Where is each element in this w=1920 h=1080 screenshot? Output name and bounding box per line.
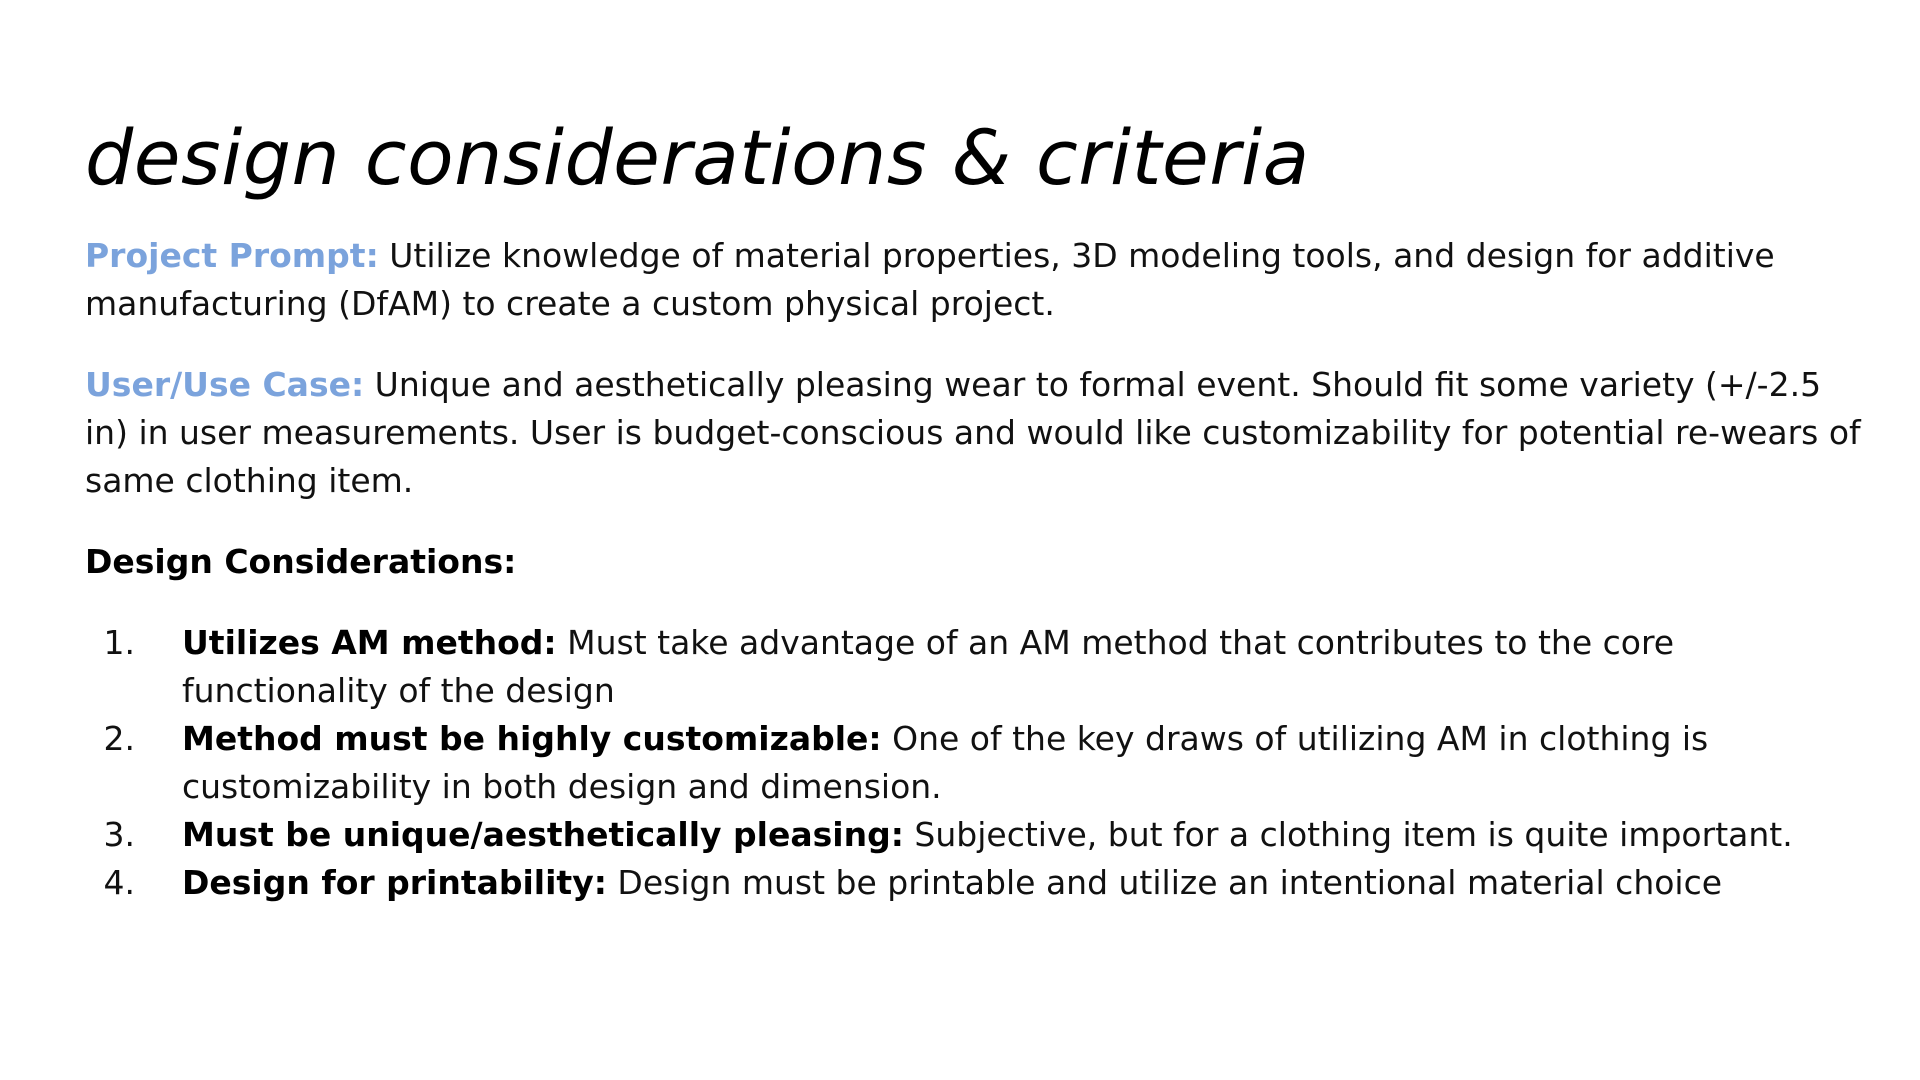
criteria-number: 3. xyxy=(103,815,135,854)
criteria-item xyxy=(85,811,1865,859)
use-case-text: Unique and aesthetically pleasing wear to formal event. Should fit some variety (+/-2.5 in) in user measurements. User is budget-conscious and would like customizability for potential re-wears of same clothing item. xyxy=(85,365,1861,500)
criteria-text: Design must be printable and utilize an intentional material choice xyxy=(617,863,1723,902)
criteria-text: One of the key draws of utilizing AM in clothing is customizability in both design and dimension. xyxy=(182,719,1709,806)
criteria-number: 2. xyxy=(103,719,135,758)
project-prompt-paragraph xyxy=(85,232,1865,328)
criteria-item xyxy=(85,619,1865,715)
design-considerations-heading: Design Considerations: xyxy=(85,542,517,581)
criteria-item xyxy=(85,715,1865,811)
criteria-title: Method must be highly customizable: xyxy=(182,719,882,758)
criteria-list xyxy=(85,619,1865,907)
criteria-text: Must take advantage of an AM method that contributes to the core functionality of the design xyxy=(182,623,1675,710)
use-case-label: User/Use Case: xyxy=(85,365,365,404)
criteria-title: Must be unique/aesthetically pleasing: xyxy=(182,815,904,854)
criteria-title: Utilizes AM method: xyxy=(182,623,557,662)
use-case-paragraph xyxy=(85,361,1865,505)
project-prompt-text: Utilize knowledge of material properties, 3D modeling tools, and design for additive manufacturing (DfAM) to create a custom physical project. xyxy=(85,236,1775,323)
project-prompt-label: Project Prompt: xyxy=(85,236,379,275)
slide-content xyxy=(85,232,1865,907)
slide-title: design considerations & criteria xyxy=(85,113,1310,202)
criteria-number: 1. xyxy=(103,623,135,662)
criteria-text: Subjective, but for a clothing item is quite important. xyxy=(914,815,1793,854)
criteria-number: 4. xyxy=(103,863,135,902)
criteria-item xyxy=(85,859,1865,907)
criteria-title: Design for printability: xyxy=(182,863,607,902)
